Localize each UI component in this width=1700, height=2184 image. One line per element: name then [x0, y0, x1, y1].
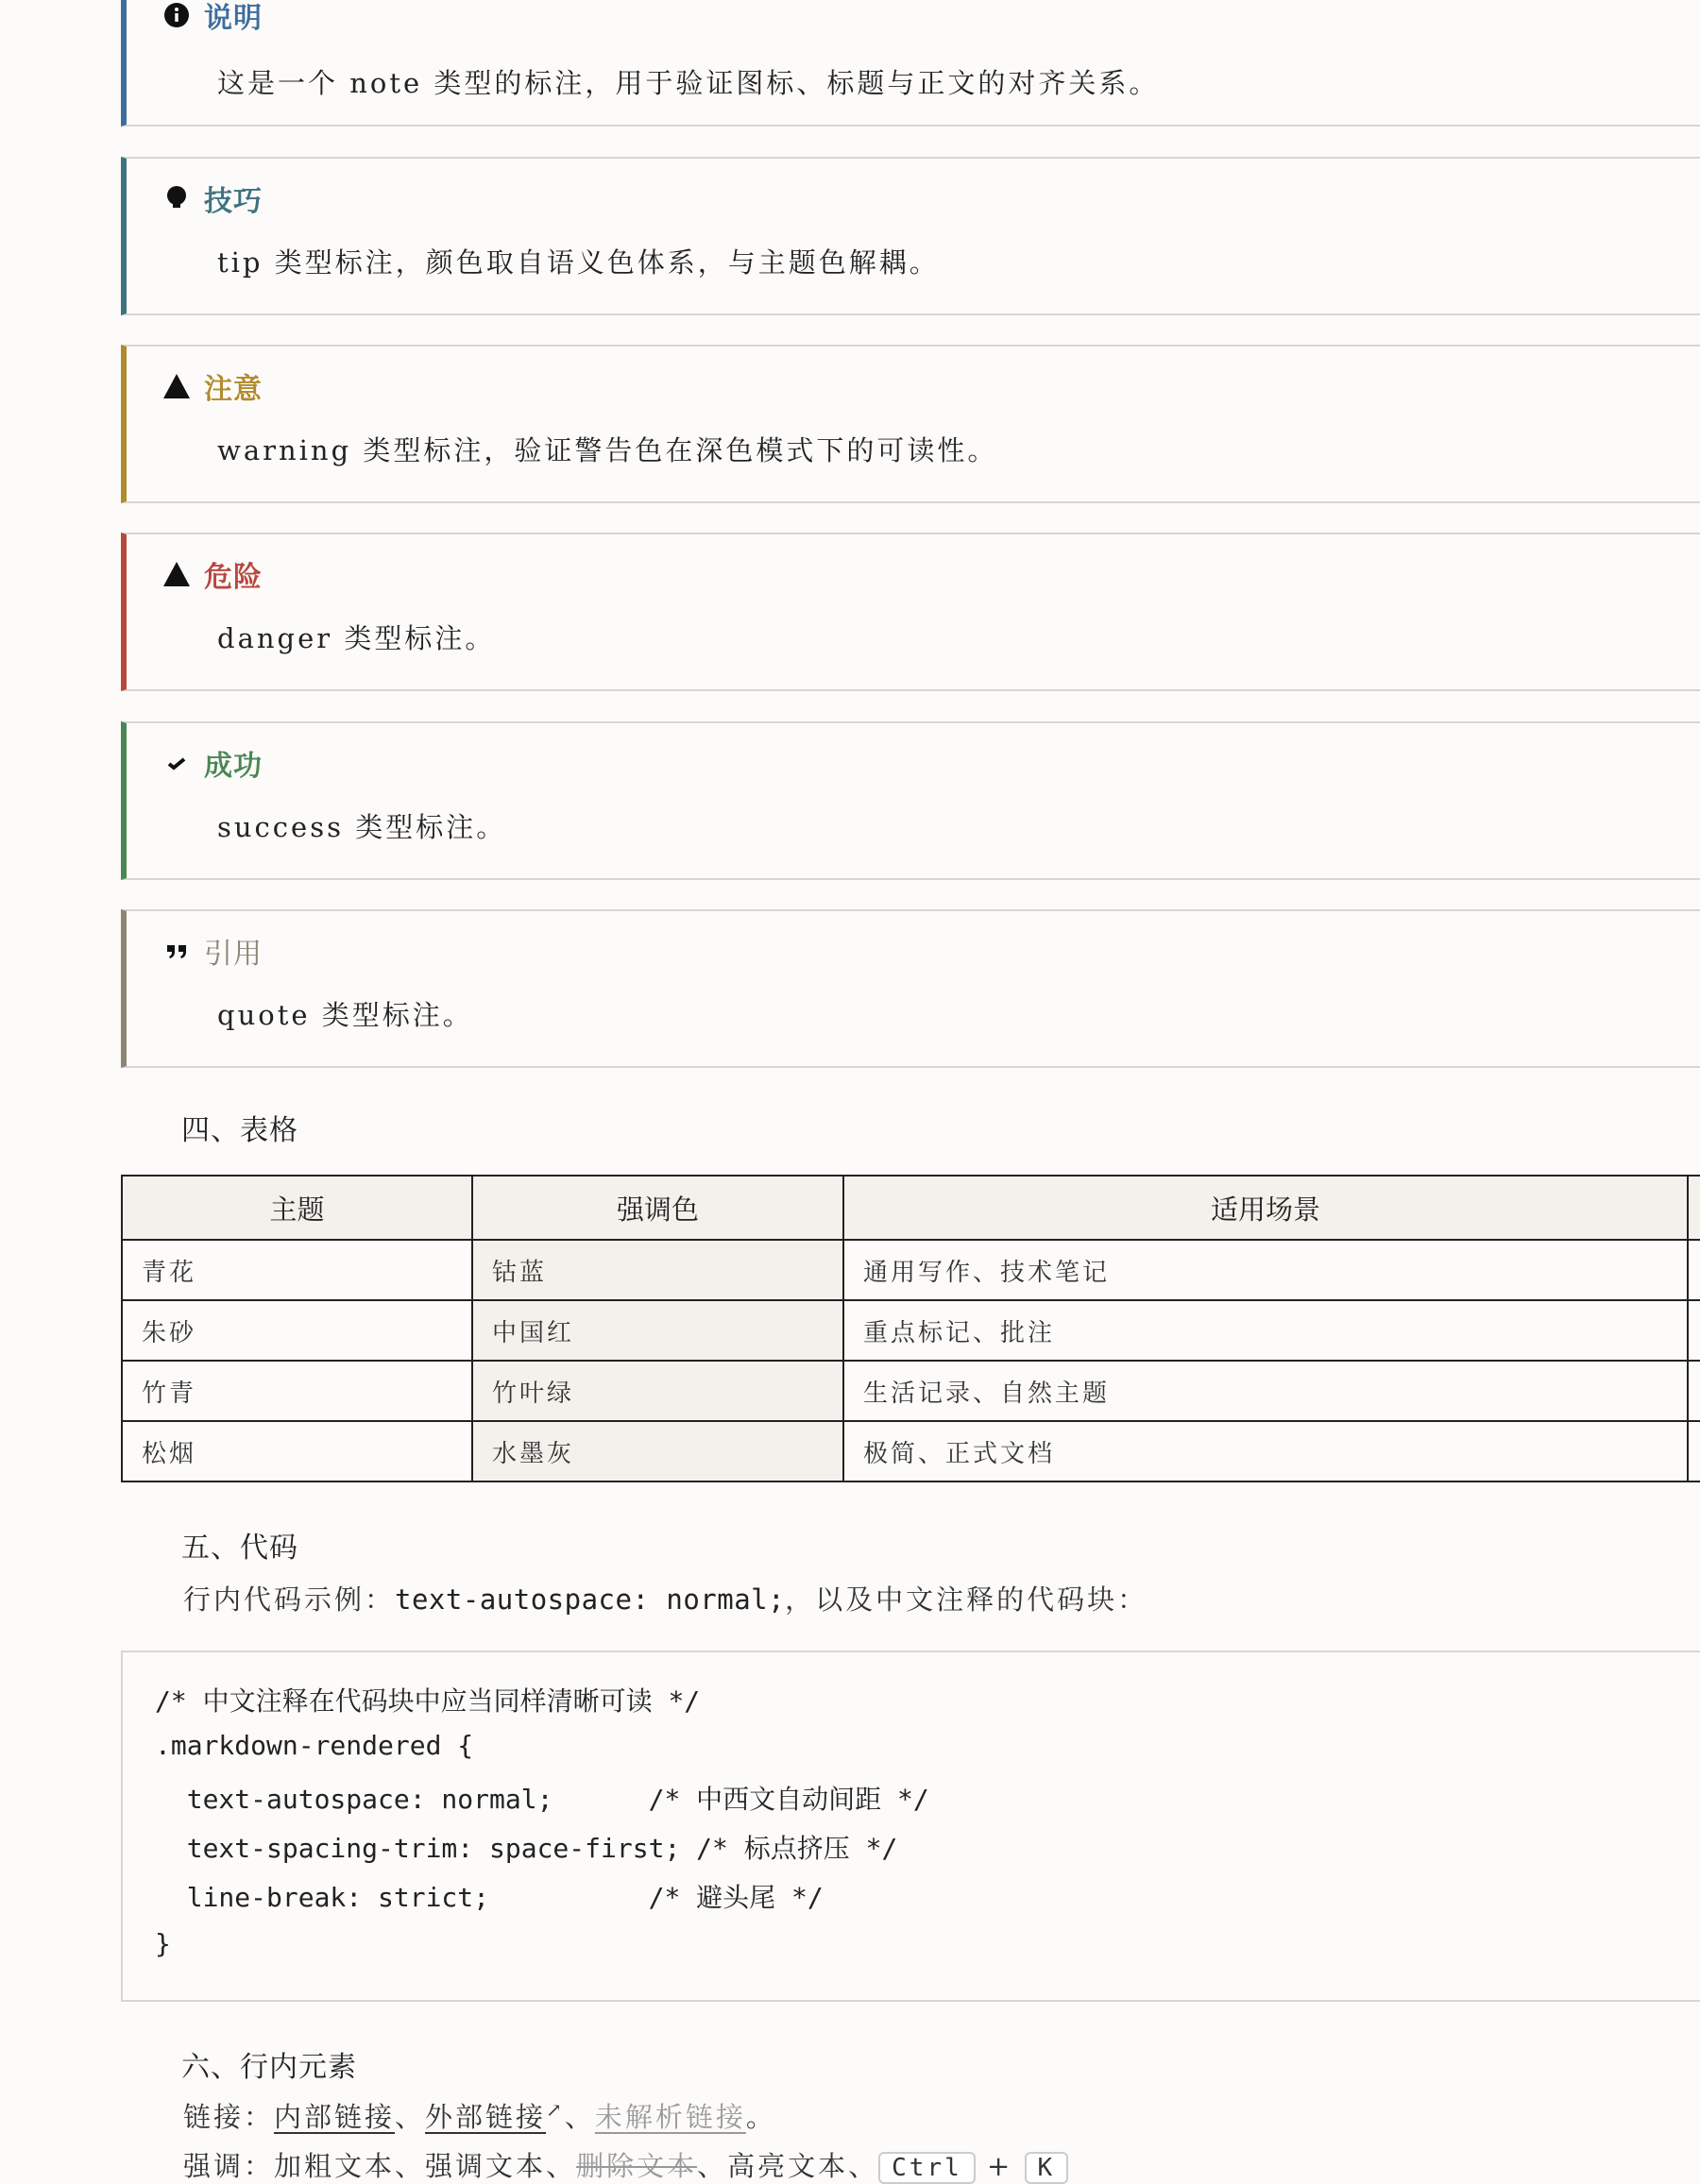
section-heading-code: 五、代码: [181, 1532, 298, 1565]
callout-success-header: [162, 744, 263, 782]
callout-danger-body: danger 类型标注。: [217, 622, 496, 654]
table-row: [122, 1361, 1700, 1421]
code-token: text-spacing-trim: space-first; /*: [155, 1833, 744, 1864]
code-intro-prefix: 行内代码示例：: [183, 1583, 396, 1616]
table-cell: 水墨灰: [472, 1421, 843, 1481]
strikethrough-text: 删除文本: [576, 2150, 698, 2182]
table-cell: 极简、正式文档: [843, 1421, 1688, 1481]
period: 。: [745, 2101, 776, 2133]
table-cell: [1688, 1361, 1700, 1421]
table-header-cell: 主题: [122, 1176, 472, 1240]
table-header-cell: [1688, 1176, 1700, 1240]
table-cell: 竹青: [122, 1361, 472, 1421]
emphasis-paragraph: 强调：加粗文本、强调文本、删除文本、高亮文本、 Ctrl + K: [183, 2145, 1068, 2184]
callout-note: [121, 0, 1700, 127]
code-token: */: [881, 1784, 929, 1815]
code-block[interactable]: [121, 1651, 1700, 2002]
emphasis-label: 强调：: [183, 2150, 275, 2182]
internal-link[interactable]: 内部链接: [274, 2101, 396, 2133]
code-token: */: [652, 1685, 701, 1717]
callout-danger-title: 危险: [204, 561, 263, 594]
callout-success-title: 成功: [204, 750, 263, 783]
code-intro-paragraph: [183, 1579, 1148, 1617]
table-cell: 朱砂: [122, 1300, 472, 1361]
theme-table: [121, 1175, 1700, 1482]
table-cell: 松烟: [122, 1421, 472, 1481]
table-row: [122, 1240, 1700, 1300]
code-token: /*: [155, 1685, 203, 1717]
table-header-cell: 适用场景: [843, 1176, 1688, 1240]
section-heading-tables: 四、表格: [181, 1114, 298, 1147]
table-cell: [1688, 1240, 1700, 1300]
table-cell: 重点标记、批注: [843, 1300, 1688, 1361]
table-cell: 青花: [122, 1240, 472, 1300]
callout-quote-title: 引用: [204, 938, 263, 971]
code-line: [155, 1681, 700, 1718]
code-token: text-autospace: normal; /*: [155, 1784, 697, 1815]
callout-warning: [121, 345, 1700, 503]
table-cell: 竹叶绿: [472, 1361, 843, 1421]
code-token: */: [775, 1882, 824, 1913]
table-cell: 通用写作、技术笔记: [843, 1240, 1688, 1300]
code-comment: 避头尾: [696, 1882, 776, 1913]
lightbulb-icon: [162, 184, 191, 212]
callout-tip-body: tip 类型标注，颜色取自语义色体系，与主题色解耦。: [217, 246, 940, 279]
separator: 、: [564, 2101, 595, 2133]
code-comment: 中文注释在代码块中应当同样清晰可读: [202, 1685, 653, 1717]
callout-success-body: success 类型标注。: [217, 811, 507, 843]
table-header-row: [122, 1176, 1700, 1240]
callout-note-body: 这是一个 note 类型的标注，用于验证图标、标题与正文的对齐关系。: [217, 67, 1160, 99]
kbd-k: K: [1025, 2152, 1069, 2184]
table-row: [122, 1300, 1700, 1361]
callout-quote: [121, 909, 1700, 1068]
code-intro-suffix: ，以及中文注释的代码块：: [785, 1583, 1148, 1616]
table-cell: [1688, 1421, 1700, 1481]
callout-quote-header: [162, 932, 263, 970]
code-line: [155, 1779, 929, 1817]
callout-note-title: 说明: [204, 2, 263, 35]
code-token: line-break: strict; /*: [155, 1882, 697, 1913]
kbd-ctrl: Ctrl: [878, 2152, 976, 2184]
table-row: [122, 1421, 1700, 1481]
plus-sign: +: [986, 2150, 1013, 2182]
links-label: 链接：: [183, 2101, 275, 2133]
code-line: }: [155, 1928, 171, 1959]
table-cell: [1688, 1300, 1700, 1361]
table-cell: 生活记录、自然主题: [843, 1361, 1688, 1421]
italic-text: 强调文本: [425, 2150, 547, 2182]
info-icon: [162, 1, 191, 29]
code-line: [155, 1828, 897, 1866]
table-cell: 中国红: [472, 1300, 843, 1361]
check-icon: [162, 749, 191, 777]
callout-tip: [121, 157, 1700, 315]
external-link-icon: ↗: [546, 2098, 565, 2122]
callout-tip-header: [162, 179, 263, 217]
external-link[interactable]: 外部链接: [425, 2101, 547, 2133]
code-comment: 中西文自动间距: [696, 1784, 882, 1815]
callout-warning-title: 注意: [204, 373, 263, 406]
code-line: .markdown-rendered {: [155, 1730, 474, 1761]
warning-triangle-icon: [162, 372, 191, 400]
code-line: [155, 1877, 824, 1915]
unresolved-link[interactable]: 未解析链接: [594, 2101, 746, 2133]
code-token: */: [849, 1833, 898, 1864]
callout-success: [121, 721, 1700, 880]
table-header-cell: 强调色: [472, 1176, 843, 1240]
separator: 、: [395, 2101, 426, 2133]
callout-danger-header: [162, 555, 263, 593]
callout-warning-header: [162, 367, 263, 405]
danger-triangle-icon: [162, 560, 191, 588]
code-comment: 标点挤压: [743, 1833, 850, 1864]
quote-icon: [162, 937, 191, 965]
callout-note-header: [162, 0, 263, 34]
bold-text: 加粗文本: [274, 2150, 396, 2182]
callout-danger: [121, 533, 1700, 691]
callout-warning-body: warning 类型标注，验证警告色在深色模式下的可读性。: [217, 434, 998, 466]
highlight-text: 高亮文本: [727, 2150, 849, 2182]
links-paragraph: [183, 2096, 776, 2135]
callout-quote-body: quote 类型标注。: [217, 999, 473, 1031]
inline-code: text-autospace: normal;: [395, 1583, 786, 1616]
table-cell: 钴蓝: [472, 1240, 843, 1300]
callout-tip-title: 技巧: [204, 185, 263, 218]
section-heading-inline: 六、行内元素: [181, 2051, 357, 2084]
